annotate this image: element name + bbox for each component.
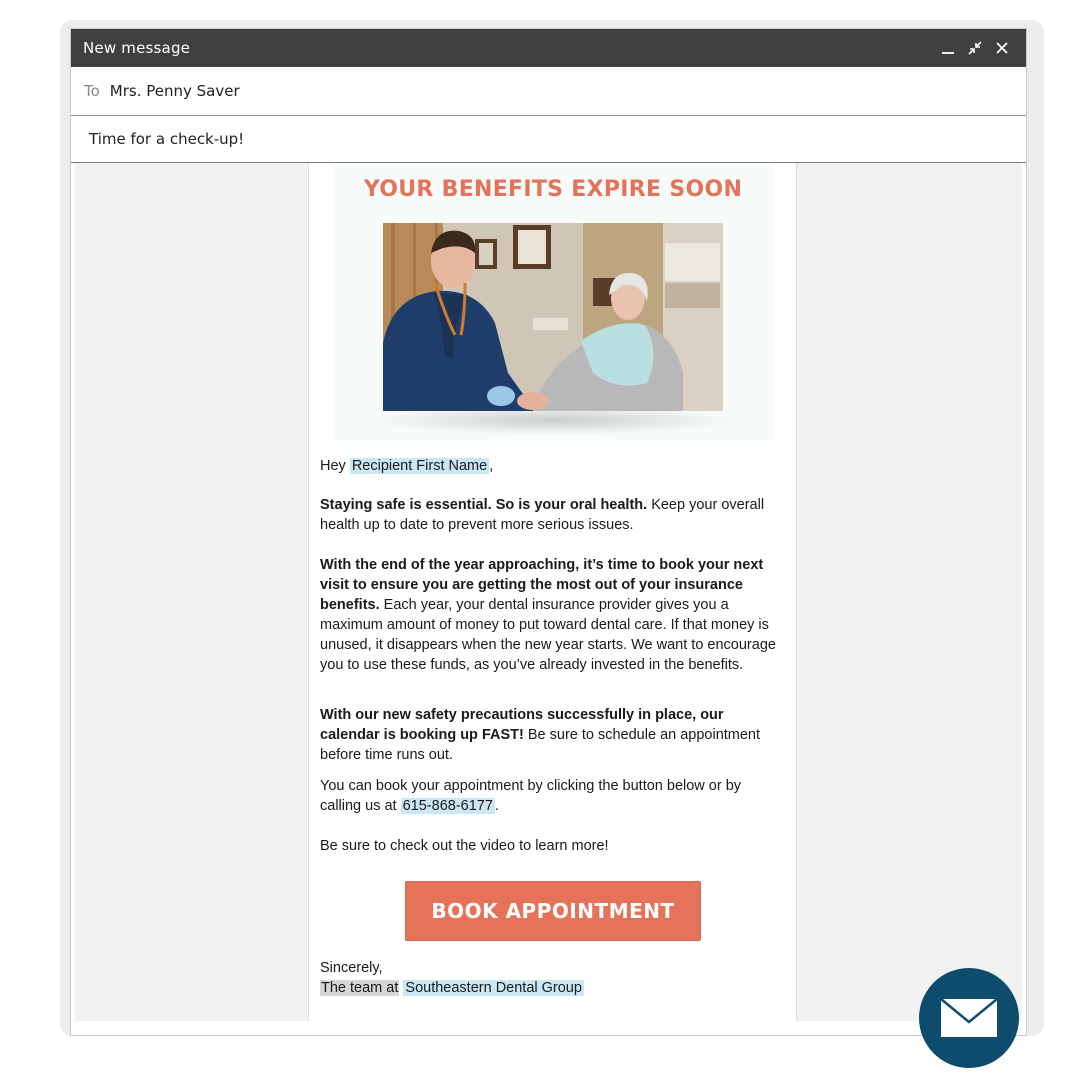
envelope-icon — [940, 998, 998, 1038]
phone-number-token[interactable]: 615-868-6177 — [402, 798, 493, 814]
compose-window — [70, 28, 1027, 1036]
paragraph-3-bold: With our new safety precautions successfully in place, our calendar is booking up FAST! — [320, 707, 724, 743]
paragraph-4-end: . — [494, 798, 499, 814]
paragraph-1-bold: Staying safe is essential. So is your oral health. — [320, 497, 648, 513]
paragraph-1-rest: Keep your overall health up to date to prevent more serious issues. — [320, 497, 765, 533]
to-recipient[interactable]: Mrs. Penny Saver — [109, 82, 240, 100]
send-mail-button[interactable] — [919, 968, 1019, 1068]
window-title: New message — [83, 39, 191, 57]
subject-field[interactable] — [71, 116, 1026, 163]
paragraph-3-rest: Be sure to schedule an appointment before time runs out. — [320, 727, 761, 763]
paragraph-2 — [320, 555, 786, 675]
subject-text[interactable]: Time for a check-up! — [89, 130, 245, 148]
minimize-icon[interactable] — [936, 36, 960, 60]
paragraph-5: Be sure to check out the video to learn more! — [320, 838, 609, 854]
paragraph-2-rest: Each year, your dental insurance provider gives you a maximum amount of money to put toward dental care. If that money is unused, it disappears when the new year starts. We want to encourage you to use these funds, as you’ve already invested in the benefits. — [320, 597, 776, 673]
hero-banner — [333, 165, 773, 440]
book-appointment-button[interactable]: BOOK APPOINTMENT — [405, 881, 701, 941]
paragraph-1 — [320, 495, 786, 535]
signature — [320, 978, 786, 998]
close-icon[interactable] — [990, 36, 1014, 60]
to-field[interactable] — [71, 67, 1026, 116]
greeting-prefix: Hey — [320, 458, 350, 474]
paragraph-3 — [320, 705, 786, 765]
greeting-suffix: , — [489, 458, 494, 474]
team-prefix: The team at — [321, 980, 399, 996]
paragraph-4 — [320, 776, 786, 816]
practice-name-token[interactable]: Southeastern Dental Group — [405, 980, 582, 996]
greeting — [320, 456, 786, 476]
to-label: To — [84, 82, 100, 100]
title-bar — [71, 29, 1026, 67]
hero-headline: YOUR BENEFITS EXPIRE SOON — [363, 177, 743, 202]
paragraph-4-text: You can book your appointment by clicking the button below or by calling us at — [320, 778, 742, 814]
email-template — [308, 163, 797, 1021]
message-body-area[interactable] — [75, 163, 1022, 1021]
recipient-first-name-token[interactable]: Recipient First Name — [351, 458, 488, 474]
dentist-photo — [383, 223, 723, 411]
paragraph-2-bold: With the end of the year approaching, it’s time to book your next visit to ensure you are getting the most out of your insurance benefits. — [320, 557, 764, 613]
collapse-arrows-icon[interactable] — [963, 36, 987, 60]
signoff: Sincerely, — [320, 960, 383, 976]
